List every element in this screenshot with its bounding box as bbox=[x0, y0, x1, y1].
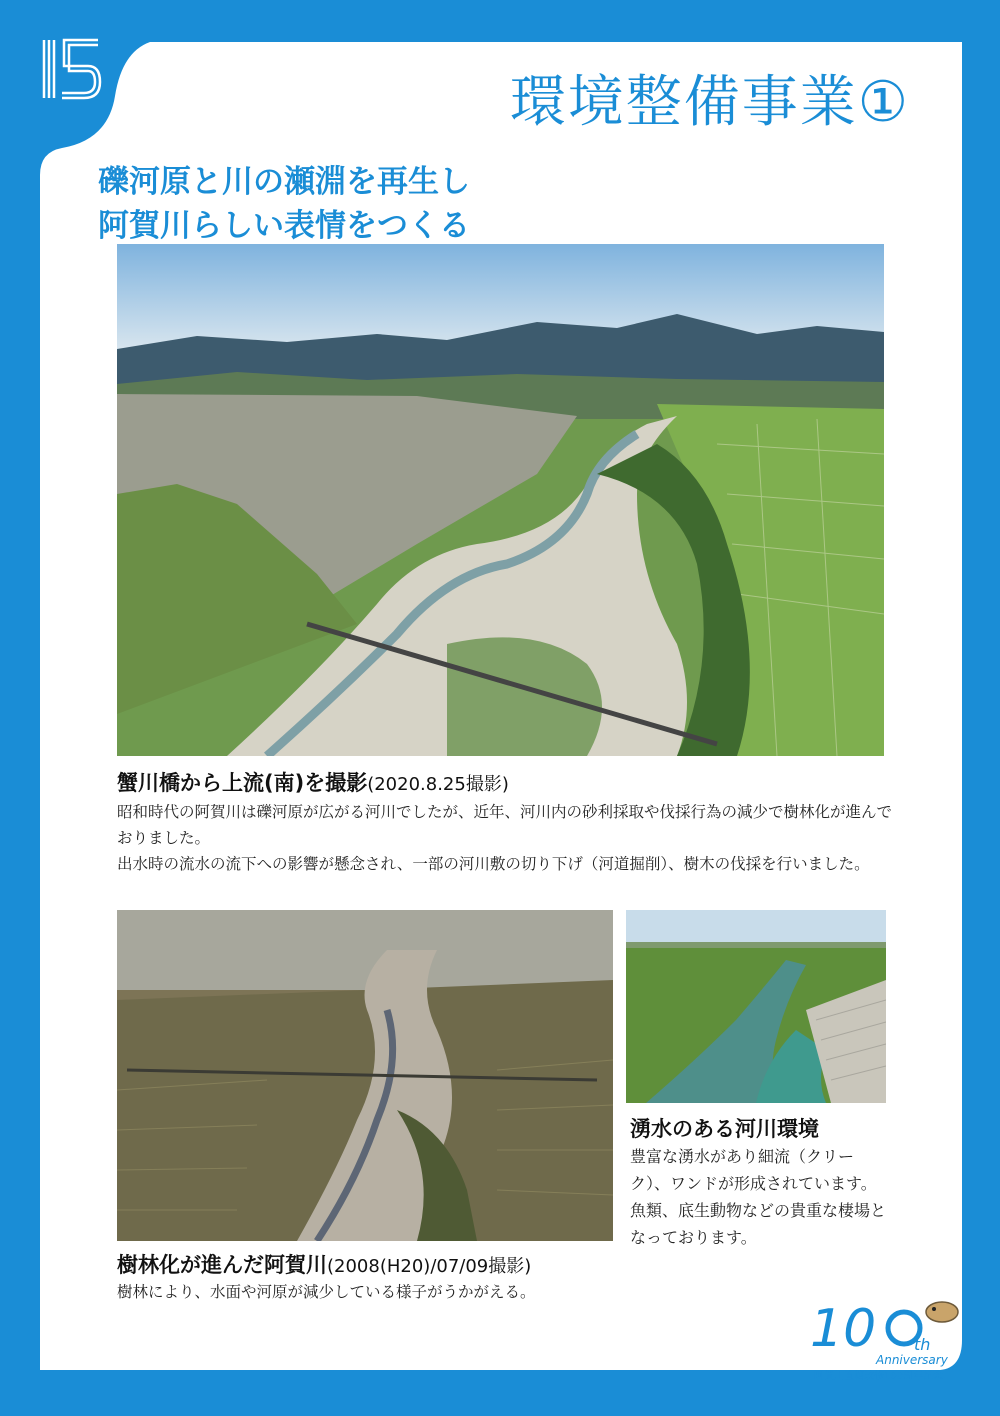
anniversary-logo-graphic bbox=[806, 1290, 964, 1382]
page-number-graphic bbox=[40, 36, 110, 106]
left-photo-caption bbox=[117, 1249, 531, 1279]
right-photo-description: 豊富な湧水があり細流（クリーク）、ワンドが形成されています。魚類、底生動物などの貴重な棲場となっております。 bbox=[630, 1147, 887, 1247]
main-caption-title: 蟹川橋から上流(南)を撮影 bbox=[117, 771, 368, 795]
svg-text:10: 10 bbox=[810, 1299, 877, 1359]
left-photo-description: 樹林により、水面や河原が減少している様子がうかがえる。 bbox=[117, 1283, 536, 1301]
svg-text:Anniversary: Anniversary bbox=[876, 1353, 948, 1367]
subtitle bbox=[98, 160, 470, 248]
forested-river-photo bbox=[117, 910, 613, 1241]
spring-river-photo bbox=[626, 910, 886, 1103]
svg-text:阿賀川直轄改修100周年記念: 阿賀川直轄改修100周年記念 bbox=[814, 1371, 944, 1382]
anniversary-logo bbox=[806, 1290, 964, 1382]
page-title: 環境整備事業① bbox=[509, 70, 910, 135]
right-photo-caption: 湧水のある河川環境 bbox=[630, 1117, 819, 1141]
svg-text:th: th bbox=[914, 1335, 931, 1354]
subtitle-line-1: 礫河原と川の瀬淵を再生し bbox=[98, 164, 470, 200]
subtitle-line-2: 阿賀川らしい表情をつくる bbox=[98, 208, 470, 244]
left-caption-title: 樹林化が進んだ阿賀川 bbox=[117, 1253, 327, 1277]
main-photo-description bbox=[117, 799, 892, 877]
main-paragraph-2: 出水時の流水の流下への影響が懸念され、一部の河川敷の切り下げ（河道掘削）、樹木の伐採を行いました。 bbox=[117, 855, 870, 873]
main-paragraph-1: 昭和時代の阿賀川は礫河原が広がる河川でしたが、近年、河川内の砂利採取や伐採行為の減少で樹林化が進んでおりました。 bbox=[117, 803, 893, 847]
main-photo-caption bbox=[117, 767, 509, 797]
left-caption-date: (2008(H20)/07/09撮影) bbox=[327, 1256, 532, 1277]
main-caption-date: (2020.8.25撮影) bbox=[367, 774, 509, 795]
main-aerial-photo bbox=[117, 244, 884, 756]
